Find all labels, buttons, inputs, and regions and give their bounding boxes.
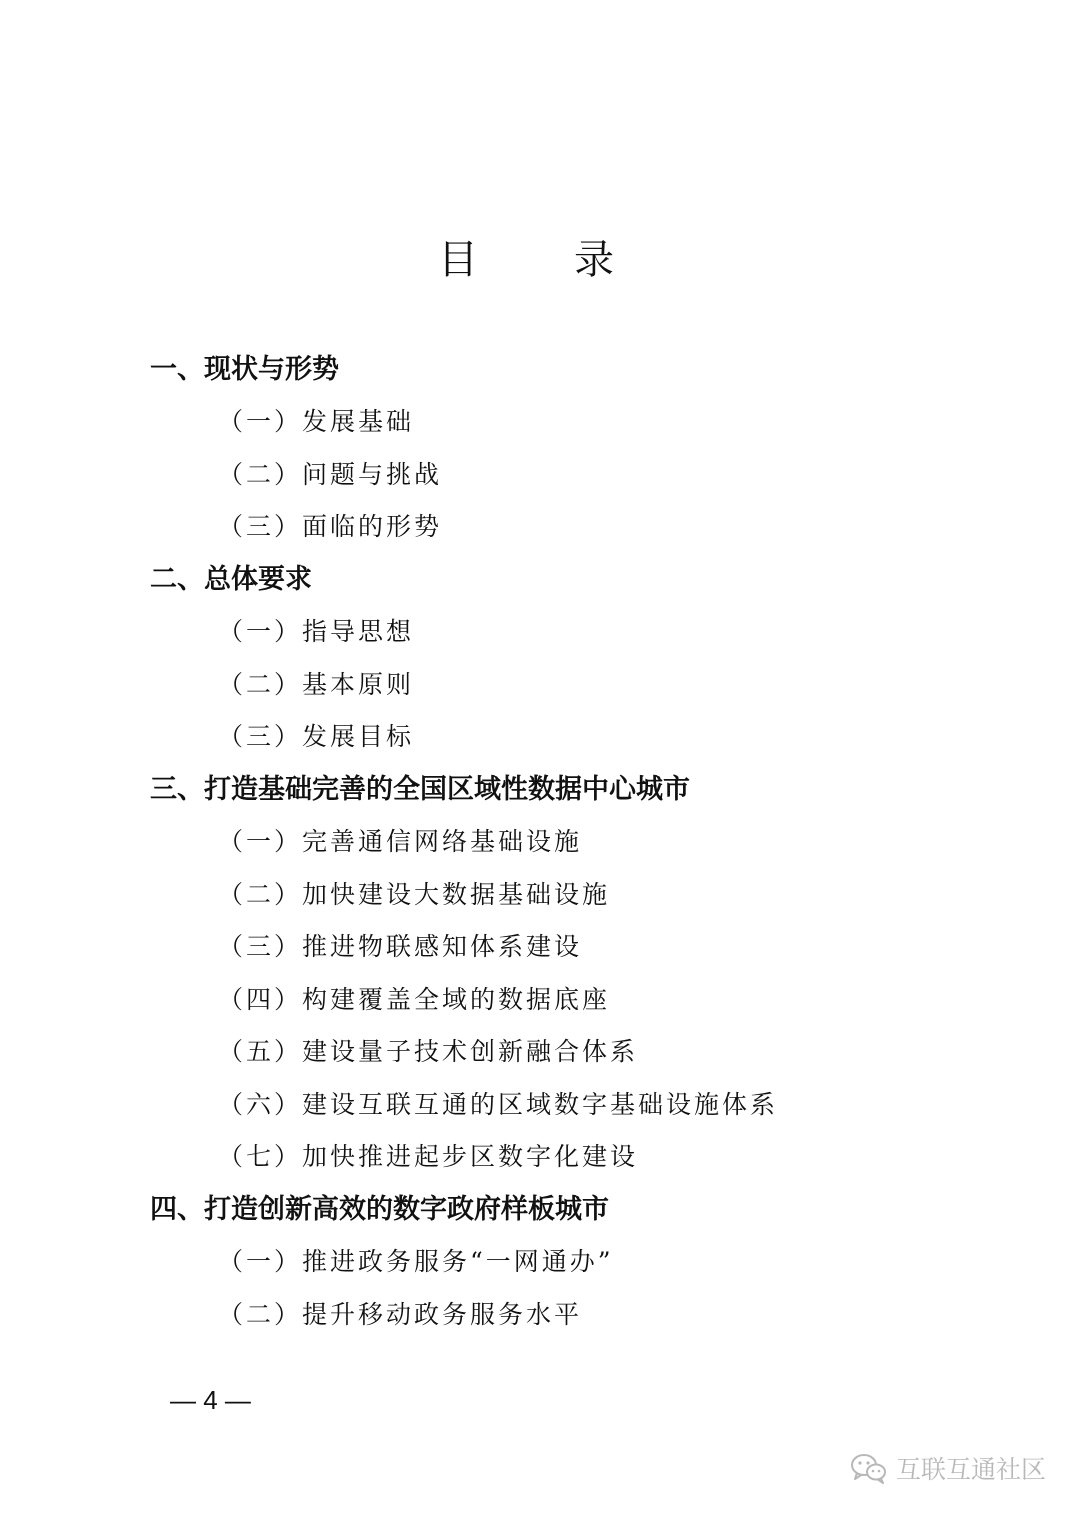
toc-item: （三）面临的形势 bbox=[218, 512, 443, 541]
toc-item: （五）建设量子技术创新融合体系 bbox=[218, 1037, 639, 1066]
page-number: — 4 — bbox=[170, 1385, 251, 1415]
toc-item: （三）发展目标 bbox=[218, 722, 415, 751]
toc-item: （二）提升移动政务服务水平 bbox=[218, 1300, 583, 1329]
toc-section: 三、打造基础完善的全国区域性数据中心城市 bbox=[150, 774, 690, 805]
toc-section: 二、总体要求 bbox=[150, 564, 312, 595]
watermark-text: 互联互通社区 bbox=[895, 1455, 1046, 1484]
toc-item: （一）推进政务服务“一网通办” bbox=[218, 1247, 614, 1276]
toc-item: （三）推进物联感知体系建设 bbox=[218, 932, 583, 961]
toc-section: 四、打造创新高效的数字政府样板城市 bbox=[150, 1194, 609, 1225]
toc-item: （一）指导思想 bbox=[218, 617, 415, 646]
watermark bbox=[850, 1450, 1046, 1486]
toc-item: （六）建设互联互通的区域数字基础设施体系 bbox=[218, 1090, 779, 1119]
toc-item: （四）构建覆盖全域的数据底座 bbox=[218, 985, 611, 1014]
toc-section: 一、现状与形势 bbox=[150, 354, 339, 385]
page-title: 目 录 bbox=[438, 237, 642, 283]
wechat-icon bbox=[850, 1452, 888, 1484]
toc-item: （二）基本原则 bbox=[218, 670, 415, 699]
toc-item: （二）加快建设大数据基础设施 bbox=[218, 880, 611, 909]
toc-item: （一）发展基础 bbox=[218, 407, 415, 436]
toc-item: （一）完善通信网络基础设施 bbox=[218, 827, 583, 856]
toc-item: （七）加快推进起步区数字化建设 bbox=[218, 1142, 639, 1171]
toc-item: （二）问题与挑战 bbox=[218, 460, 443, 489]
